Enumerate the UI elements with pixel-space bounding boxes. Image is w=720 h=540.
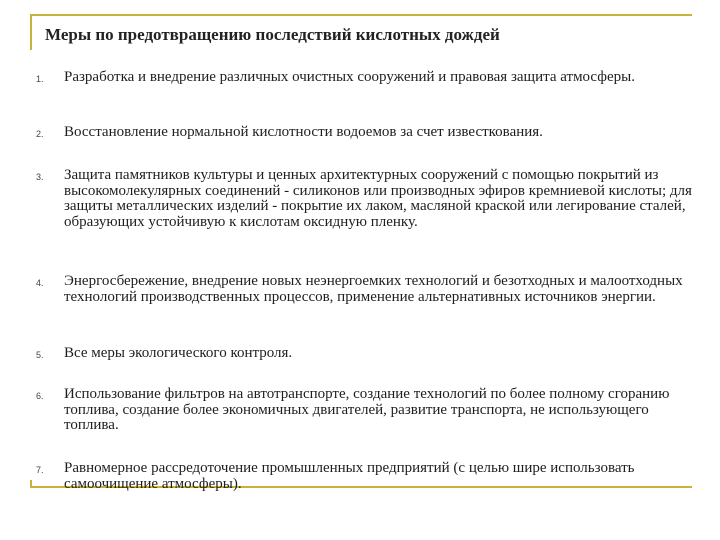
- frame-bottom-left-border: [30, 480, 32, 488]
- list-item-text: Все меры экологического контроля.: [64, 345, 293, 361]
- frame-left-border: [30, 14, 32, 50]
- list-item-number: 1.: [36, 74, 44, 84]
- list-item-number: 4.: [36, 278, 44, 288]
- slide-title: Меры по предотвращению последствий кислотных дождей: [45, 25, 500, 44]
- list-item-text: Использование фильтров на автотранспорте, создание технологий по более полному сгоранию топлива, создание более экономичных двигателей, развитие транспорта, не использующего топлива.: [64, 386, 670, 433]
- list-item-number: 7.: [36, 465, 44, 475]
- list-item-text: Равномерное рассредоточение промышленных предприятий (с целью шире использовать самоочищение атмосферы).: [64, 460, 635, 492]
- list-item-text: Восстановление нормальной кислотности водоемов за счет известкования.: [64, 124, 543, 140]
- list-item-number: 6.: [36, 391, 44, 401]
- list-item-text: Разработка и внедрение различных очистных сооружений и правовая защита атмосферы.: [64, 69, 635, 85]
- list-item-number: 3.: [36, 172, 44, 182]
- list-item-text: Энергосбережение, внедрение новых неэнергоемких технологий и безотходных и малоотходных технологий производственных процессов, применение альтернативных источников энергии.: [64, 273, 683, 305]
- frame-top-border: [30, 14, 692, 16]
- list-item-number: 2.: [36, 129, 44, 139]
- list-item-number: 5.: [36, 350, 44, 360]
- list-item-text: Защита памятников культуры и ценных архитектурных сооружений с помощью покрытий из высокомолекулярных соединений - силиконов или производных эфиров кремниевой кислоты; для защиты металлических изделий - покрытие их лаком, масляной краской или легирование сталей, образующих устойчивую к кислотам оксидную пленку.: [64, 167, 692, 230]
